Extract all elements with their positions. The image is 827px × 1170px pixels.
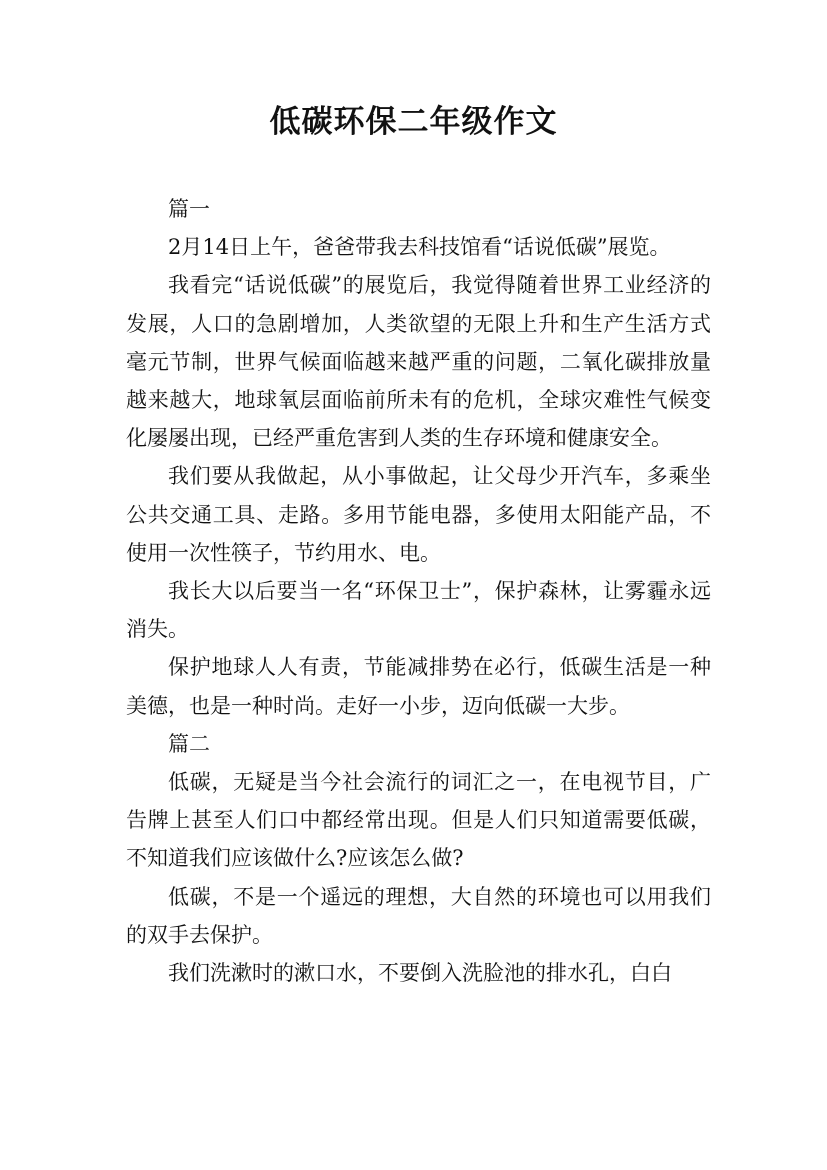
section-heading-1: 篇一 (168, 197, 210, 221)
paragraph: 低碳，无疑是当今社会流行的词汇之一，在电视节目，广告牌上甚至人们口中都经常出现。但是人们只知道需要低碳，不知道我们应该做什么?应该怎么做? (126, 770, 711, 871)
paragraph: 2月14日上午，爸爸带我去科技馆看“话说低碳”展览。 (168, 235, 671, 260)
paragraph: 我们要从我做起，从小事做起，让父母少开汽车，多乘坐公共交通工具、走路。多用节能电器，多使用太阳能产品，不使用一次性筷子，节约用水、电。 (126, 464, 711, 565)
section-heading-2: 篇二 (168, 731, 210, 756)
paragraph: 我们洗漱时的漱口水，不要倒入洗脸池的排水孔，白白 (168, 961, 672, 986)
paragraph: 我看完“话说低碳”的展览后，我觉得随着世界工业经济的发展，人口的急剧增加，人类欲望的无限上升和生产生活方式毫元节制，世界气候面临越来越严重的问题，二氧化碳排放量越来越大，地球氧层面临前所未有的危机，全球灾难性气候变化屡屡出现，已经严重危害到人类的生存环境和健康安全。 (126, 273, 711, 451)
paragraph: 保护地球人人有责，节能减排势在必行，低碳生活是一种美德，也是一种时尚。走好一小步，迈向低碳一大步。 (126, 655, 711, 718)
paragraph: 低碳，不是一个遥远的理想，大自然的环境也可以用我们的双手去保护。 (126, 884, 711, 947)
document-title: 低碳环保二年级作文 (269, 104, 558, 140)
document-body (126, 190, 711, 992)
paragraph: 我长大以后要当一名“环保卫士”，保护森林，让雾霾永远消失。 (126, 579, 711, 642)
